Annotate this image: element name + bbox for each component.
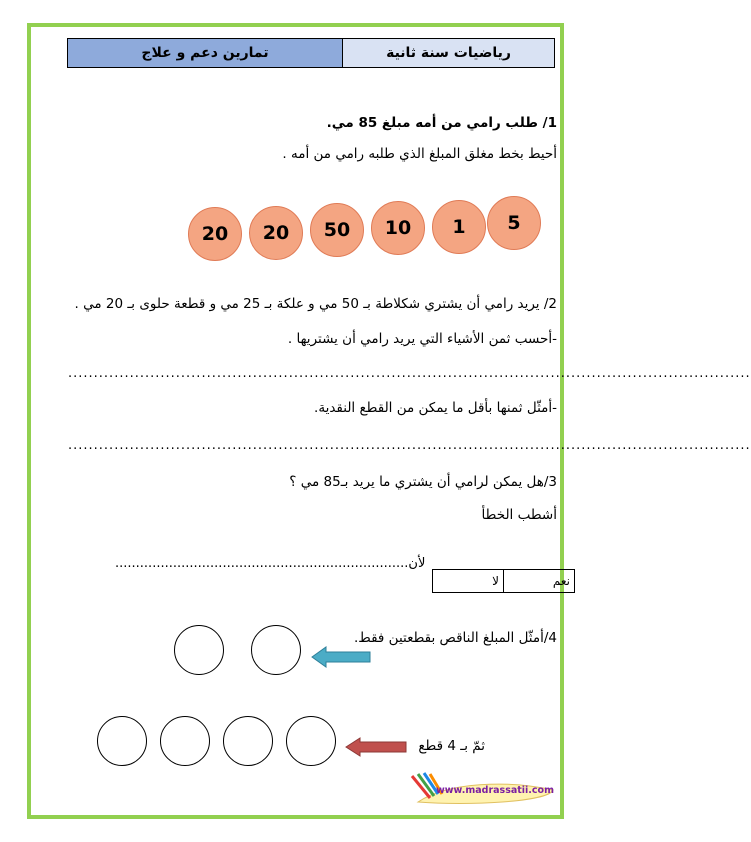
exercise-2-statement: 2/ يريد رامي أن يشتري شكلاطة بـ 50 مي و علكة بـ 25 مي و قطعة حلوى بـ 20 مي .	[74, 296, 557, 312]
red-arrow-icon	[346, 738, 406, 756]
exercise-1-instruction: أحيط بخط مغلق المبلغ الذي طلبه رامي من أمه .	[282, 146, 557, 162]
because-answer-line[interactable]: لأن.......................................................................	[115, 556, 426, 571]
coin-slot-four-2[interactable]	[160, 716, 210, 766]
coin-50[interactable]: 50	[310, 203, 364, 257]
exercise-3-question: 3/هل يمكن لرامي أن يشتري ما يريد بـ85 مي ؟	[289, 474, 557, 490]
exercise-4-instruction: 4/أمثّل المبلغ الناقص بقطعتين فقط.	[353, 630, 557, 646]
coin-slot-four-4[interactable]	[286, 716, 336, 766]
header-subject-title: تمارين دعم و علاج	[68, 39, 343, 67]
coin-slot-four-1[interactable]	[97, 716, 147, 766]
header-grade-title: رياضيات سنة ثانية	[343, 39, 554, 67]
yes-cell[interactable]: نعم	[504, 570, 575, 593]
answer-line-2[interactable]: .....................................................................................................................................	[68, 438, 751, 453]
no-cell[interactable]: لا	[433, 570, 504, 593]
logo-text[interactable]: www.madrassatii.com	[436, 785, 554, 796]
answer-line-1[interactable]: .....................................................................................................................................	[68, 366, 751, 381]
yes-no-table	[432, 569, 575, 593]
blue-arrow-icon	[312, 647, 370, 667]
coin-20-b[interactable]: 20	[188, 207, 242, 261]
coin-10[interactable]: 10	[371, 201, 425, 255]
exercise-2-question-1: -أحسب ثمن الأشياء التي يريد رامي أن يشتريها .	[287, 331, 557, 347]
coin-slot-two-2[interactable]	[251, 625, 301, 675]
coin-slot-two-1[interactable]	[174, 625, 224, 675]
exercise-3-instruction: أشطب الخطأ	[481, 507, 557, 523]
exercise-1-title: 1/ طلب رامي من أمه مبلغ 85 مي.	[326, 115, 557, 131]
exercise-2-question-2: -أمثّل ثمنها بأقل ما يمكن من القطع النقدية.	[314, 400, 557, 416]
header-table	[67, 38, 555, 68]
coin-1[interactable]: 1	[432, 200, 486, 254]
exercise-4-then-text: ثمّ بـ 4 قطع	[418, 738, 485, 754]
coin-5[interactable]: 5	[487, 196, 541, 250]
coin-slot-four-3[interactable]	[223, 716, 273, 766]
page-border	[27, 23, 751, 819]
site-logo	[408, 772, 558, 808]
coin-20-a[interactable]: 20	[249, 206, 303, 260]
